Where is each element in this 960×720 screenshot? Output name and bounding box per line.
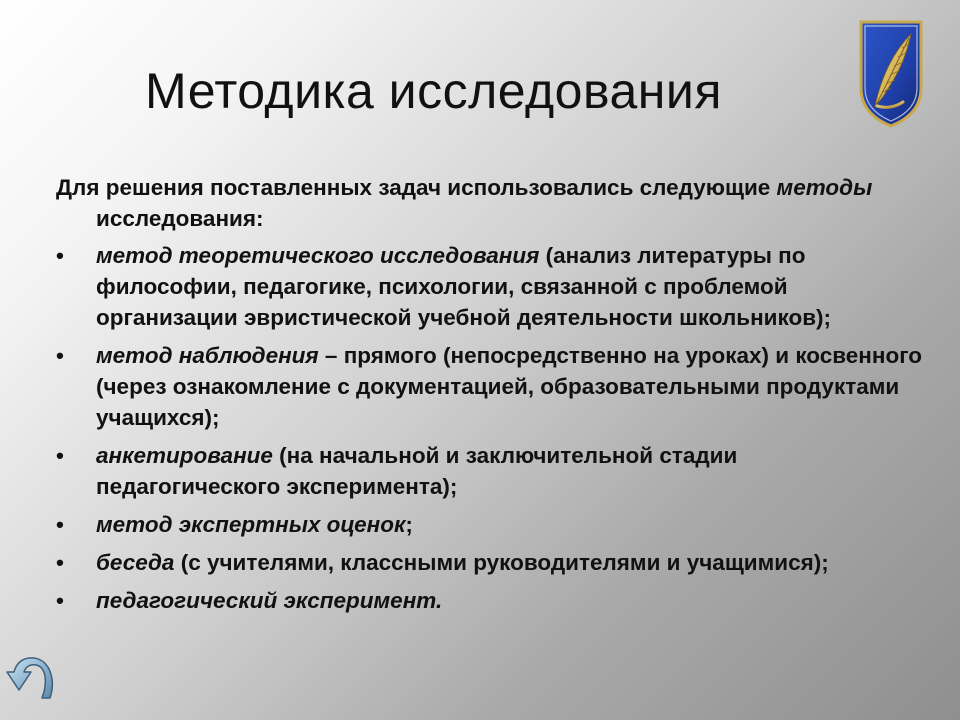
- list-item: [56, 340, 926, 433]
- intro-paragraph: [56, 172, 926, 234]
- bullet-icon: •: [56, 512, 64, 537]
- feather-shield-emblem-icon: [857, 18, 925, 130]
- bullet-icon: •: [56, 343, 64, 368]
- bullet-icon: •: [56, 588, 64, 613]
- method-name: педагогический эксперимент.: [96, 588, 443, 613]
- bullet-icon: •: [56, 550, 64, 575]
- slide-title: Методика исследования: [145, 63, 722, 119]
- back-arrow-icon[interactable]: [4, 650, 60, 702]
- bullet-icon: •: [56, 243, 64, 268]
- method-description: (с учителями, классными руководителями и учащимися);: [174, 550, 829, 575]
- methods-list: [56, 240, 926, 616]
- list-item: [56, 585, 926, 616]
- method-name: беседа: [96, 550, 175, 575]
- list-item: [56, 509, 926, 540]
- method-name: метод теоретического исследования: [96, 243, 540, 268]
- method-name: метод наблюдения: [96, 343, 319, 368]
- method-description: ;: [405, 512, 413, 537]
- intro-text-methods: методы: [776, 175, 873, 200]
- method-description: – прямого (непосредственно на уроках) и косвенного (через ознакомление с документацией, образовательными продуктами учащихся);: [96, 343, 923, 430]
- list-item: [56, 440, 926, 502]
- intro-text-start: Для решения поставленных задач использовались следующие: [56, 175, 777, 200]
- method-name: анкетирование: [96, 443, 273, 468]
- method-description: (на начальной и заключительной стадии педагогического эксперимента);: [96, 443, 738, 499]
- list-item: [56, 240, 926, 333]
- bullet-icon: •: [56, 443, 64, 468]
- method-name: метод экспертных оценок: [96, 512, 406, 537]
- methods-text: [56, 172, 926, 623]
- intro-text-end: исследования:: [96, 206, 264, 231]
- method-description: (анализ литературы по философии, педагогике, психологии, связанной с проблемой организации эвристической учебной деятельности школьников);: [96, 243, 832, 330]
- list-item: [56, 547, 926, 578]
